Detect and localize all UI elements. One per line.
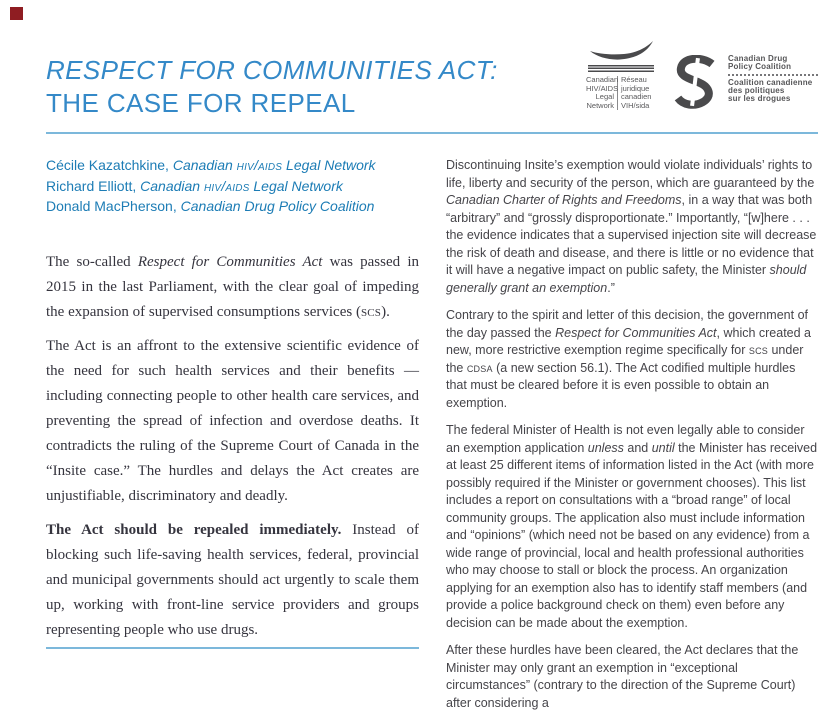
logo-text-line: Canadian	[586, 75, 619, 84]
logo-text-line: Policy Coalition	[728, 62, 792, 72]
header-divider-rule	[46, 132, 818, 134]
author-line: Richard Elliott, Canadian hiv/aids Legal Network	[46, 177, 343, 194]
logo-text-line: des politiques	[728, 86, 785, 96]
author-line: Donald MacPherson, Canadian Drug Policy Coalition	[46, 198, 375, 214]
paragraph: The federal Minister of Health is not even legally able to consider an exemption application unless and until the Minister has received at least 25 different items of information listed in the Act (with more possibly required if the Minister or government chooses). This list includes a report on consultations with a “broad range” of local community groups. The application also must include information and “opinions” (which need not be based on any evidence) from a wide range of provincial, local and health professional authorities who may choose to stall or block the process. An organization applying for an exemption also has to identify staff members (and provide a police background check on them) even before any decision can be made about the exemption.	[446, 423, 818, 630]
logo-text-line: HIV/AIDS	[586, 83, 619, 93]
legal-network-name-fr	[618, 76, 651, 110]
canadian-drug-policy-coalition-logo	[674, 55, 824, 109]
logo-text-line: VIH/sida	[621, 100, 650, 110]
logo-text-line: Réseau	[621, 75, 647, 84]
paragraph: The Act should be repealed immediately. Instead of blocking such life-saving health services, federal, provincial and municipal governments should act urgently to scale them up, working with front-line service providers and groups representing people who use drugs.	[46, 522, 419, 638]
paragraph: After these hurdles have been cleared, the Act declares that the Minister may only grant an exemption in “exceptional circumstances” (contrary to the direction of the Supreme Court) after considering a	[446, 643, 799, 710]
paragraph: Contrary to the spirit and letter of this decision, the government of the day passed the Respect for Communities Act, which created a new, more restrictive exemption regime specifically for scs under the cdsa (a new section 56.1). The Act codified multiple hurdles that must be cleared before it is even possible to obtain an exemption.	[446, 308, 812, 410]
logo-text-line: juridique	[621, 83, 650, 93]
left-text-column	[46, 250, 419, 652]
logo-text-line: Coalition canadienne	[728, 77, 813, 87]
page-title-line-1: RESPECT FOR COMMUNITIES ACT:	[46, 55, 498, 85]
s-swirl-icon	[674, 55, 718, 109]
page-title-line-2: THE CASE FOR REPEAL	[46, 88, 356, 118]
paragraph: The so-called Respect for Communities Act was passed in 2015 in the last Parliament, with the clear goal of impeding the expansion of supervised consumptions services (scs).	[46, 254, 419, 320]
dotted-divider	[728, 74, 818, 76]
logo-text-line: canadien	[621, 92, 652, 102]
striped-bar	[588, 65, 654, 72]
logo-text-line: Legal	[595, 92, 614, 102]
author-list	[46, 155, 376, 217]
legal-network-wordmark	[586, 76, 658, 110]
logo-text-line: sur les drogues	[728, 94, 791, 104]
legal-network-name-en	[586, 76, 618, 110]
author-line: Cécile Kazatchkine, Canadian hiv/aids Legal Network	[46, 157, 376, 173]
hiv-aids-legal-network-logo	[586, 40, 658, 110]
swoosh-icon	[588, 40, 654, 64]
paragraph: Discontinuing Insite’s exemption would violate individuals’ rights to life, liberty and security of the person, which are guaranteed by the Canadian Charter of Rights and Freedoms, in a way that was both “arbitrary” and “grossly disproportionate.” Importantly, “[w]here . . . the evidence indicates that a supervised injection site will decrease the risk of death and disease, and there is little or no evidence that it will have a negative impact on public safety, the Minister should generally grant an exemption.”	[446, 158, 817, 295]
cdpc-wordmark	[728, 55, 824, 109]
left-column-bottom-rule	[46, 647, 419, 649]
paragraph: The Act is an affront to the extensive scientific evidence of the need for such health services and their benefits — including connecting people to other health care services, and preventing the spread of infection and overdose deaths. It contradicts the ruling of the Supreme Court of Canada in the “Insite case.” The hurdles and delays the Act creates are unjustifiable, discriminatory and deadly.	[46, 338, 419, 504]
red-corner-mark	[10, 7, 23, 20]
logo-text-line: Network	[586, 100, 614, 110]
right-text-column	[446, 157, 819, 722]
page-title	[46, 54, 498, 120]
logo-text-line: Canadian Drug	[728, 54, 788, 63]
